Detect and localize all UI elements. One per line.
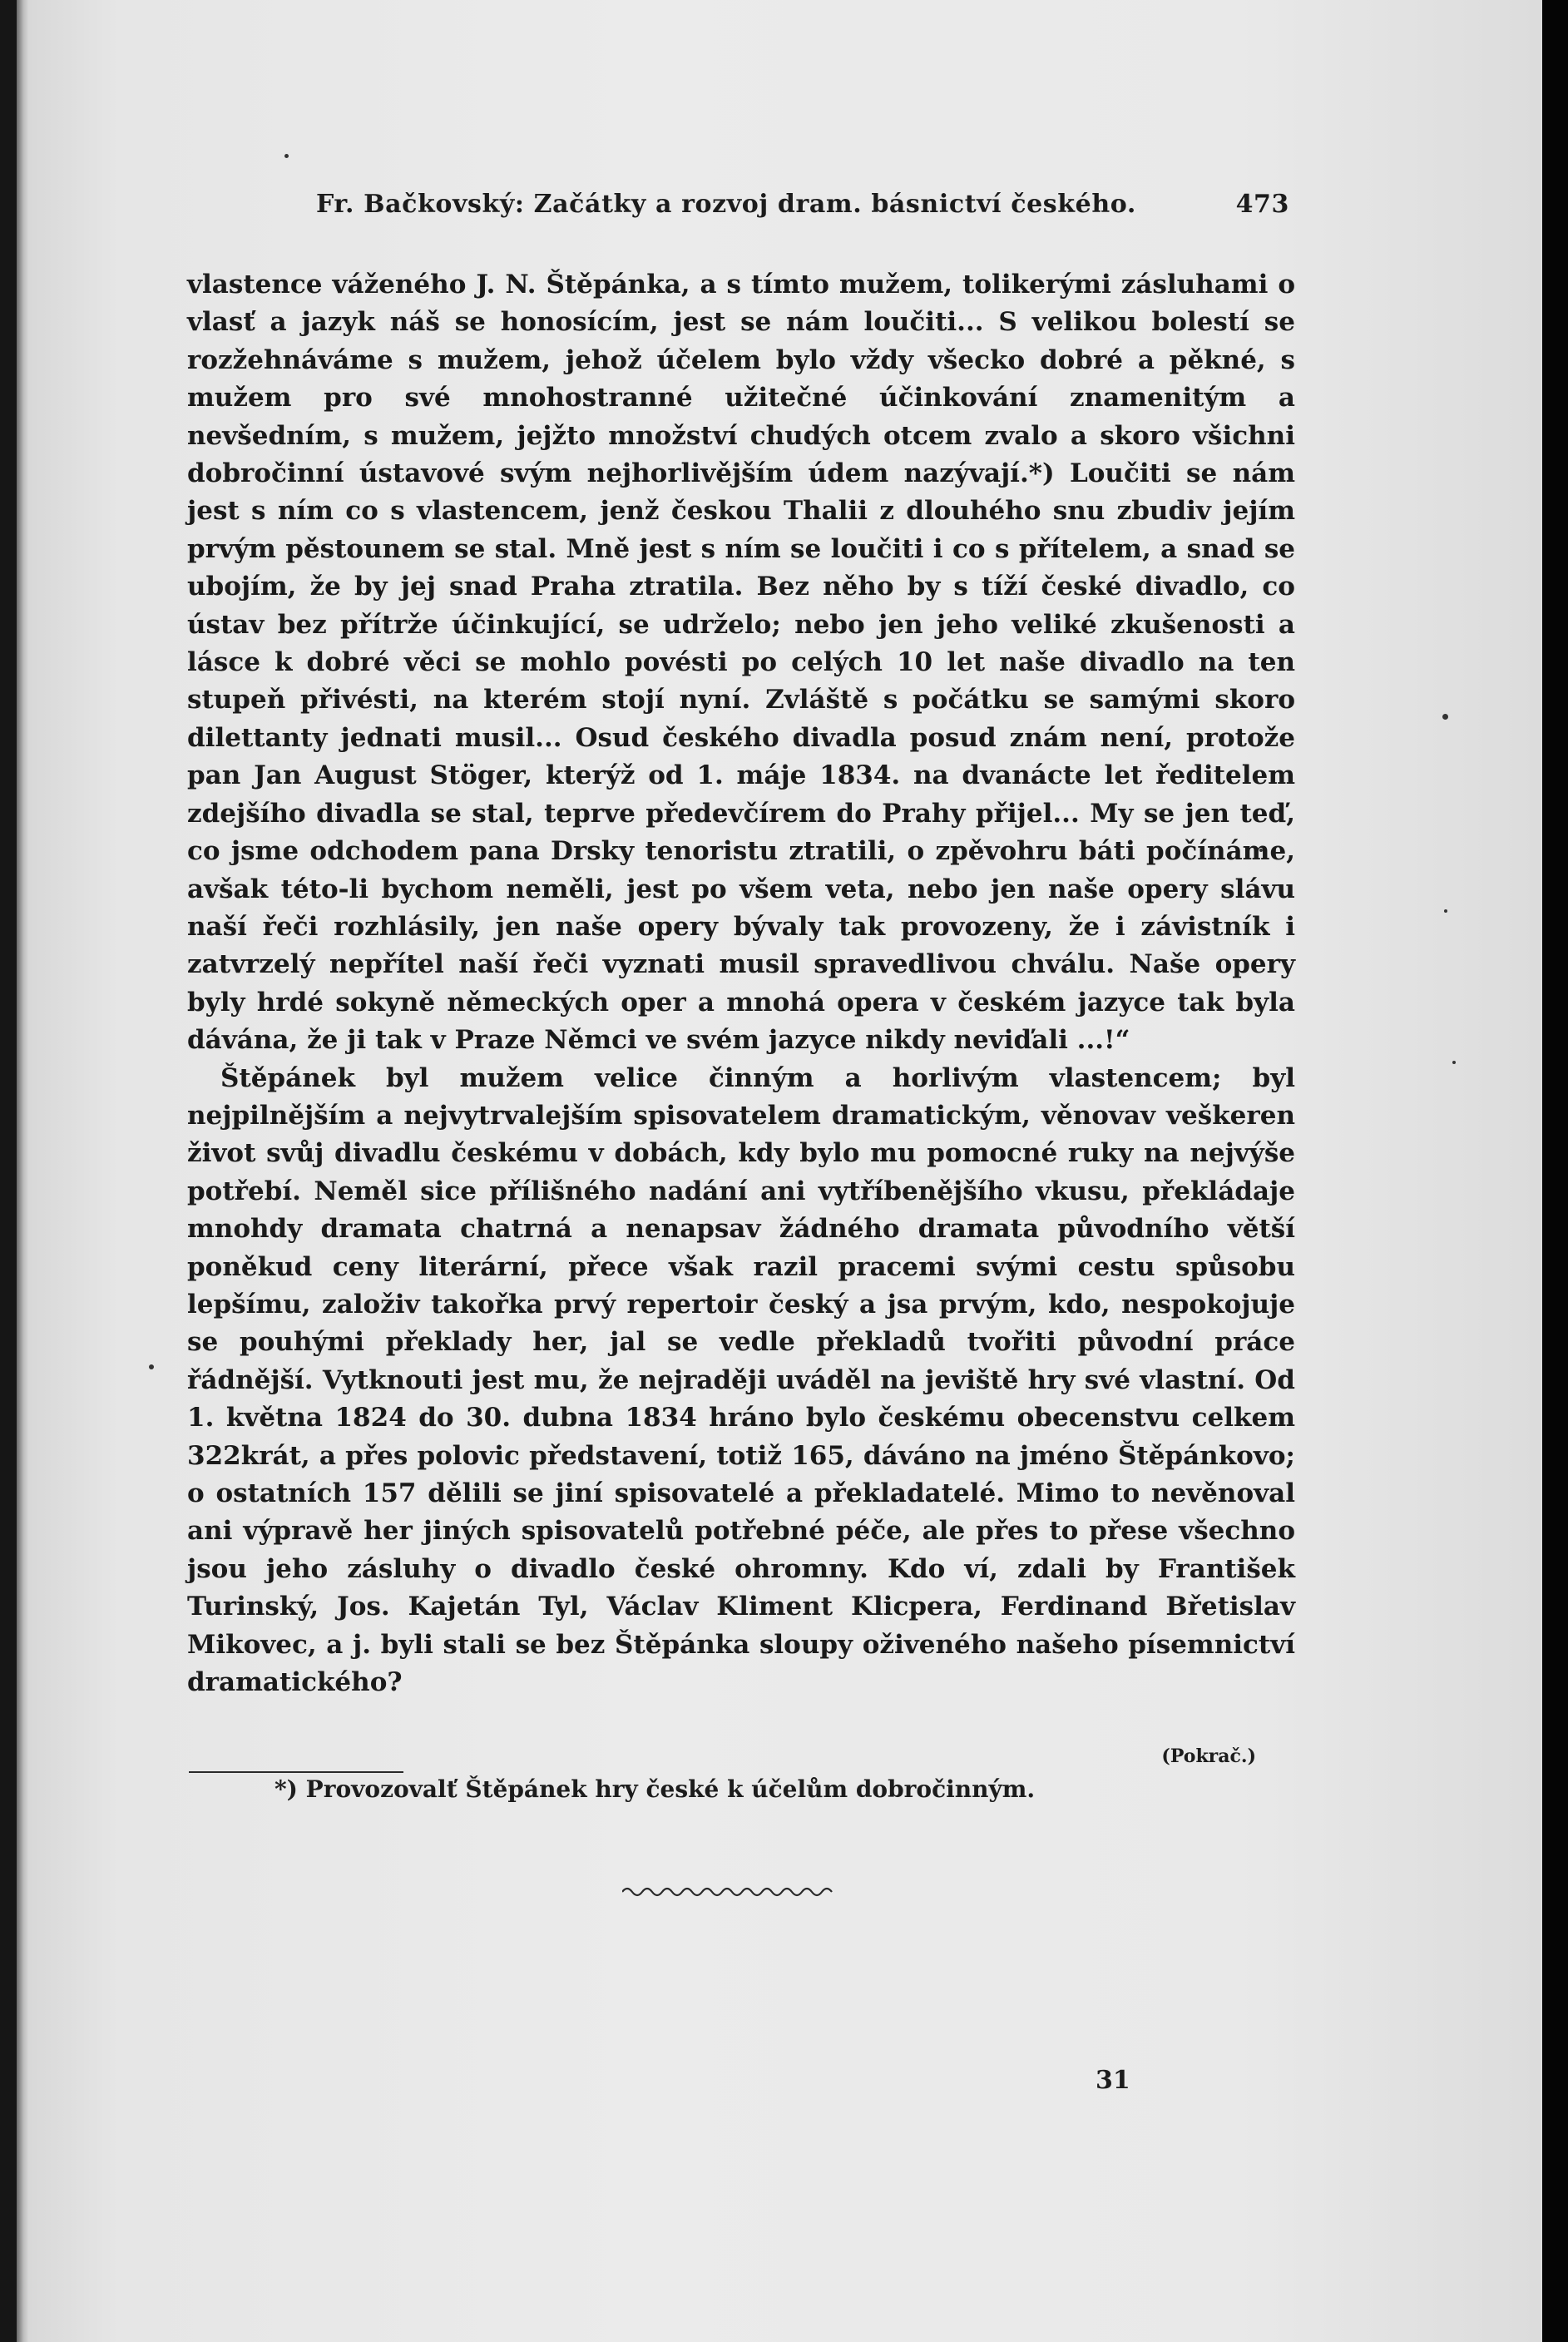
scan-gutter-line bbox=[17, 0, 28, 2342]
signature-mark: 31 bbox=[1096, 2066, 1130, 2095]
main-text bbox=[187, 266, 1295, 1701]
wavy-rule-icon bbox=[622, 1880, 872, 1900]
running-header bbox=[316, 190, 1289, 219]
dust-speck bbox=[1444, 909, 1447, 913]
dust-speck bbox=[1452, 1061, 1456, 1064]
paragraph: Štěpánek byl mužem velice činným a horlivým vlastencem; byl nejpilnějším a nejvytrvalejším spisovatelem dramatickým, věnovav veškeren život svůj divadlu českému v dobách, kdy bylo mu pomocné ruky na nejvýše potřebí. Neměl sice přílišného nadání ani vytříbenějšího vkusu, překládaje mnohdy dramata chatrná a nenapsav žádného dramata původního větší poněkud ceny literární, přece však razil pracemi svými cestu spůsobu lepšímu, založiv takořka prvý repertoir český a jsa prvým, kdo, nespokojuje se pouhými překlady her, jal se vedle překladů tvořiti původní práce řádnější. Vytknouti jest mu, že nejraději uváděl na jeviště hry své vlastní. Od 1. května 1824 do 30. dubna 1834 hráno bylo českému obecenstvu celkem 322krát, a přes polovic představení, totiž 165, dáváno na jméno Štěpánkovo; o ostatních 157 dělili se jiní spisovatelé a překladatelé. Mimo to nevěnoval ani výpravě her jiných spisovatelů potřebné péče, ale přes to přese všechno jsou jeho zásluhy o divadlo české ohromny. Kdo ví, zdali by František Turinský, Jos. Kajetán Tyl, Václav Kliment Klicpera, Ferdinand Břetislav Mikovec, a j. byli stali se bez Štěpánka sloupy oživeného našeho písemnictví dramatického? bbox=[187, 1062, 1295, 1698]
footnote-rule bbox=[189, 1771, 403, 1773]
footnote: *) Provozovalť Štěpánek hry české k účelům dobročinným. bbox=[275, 1775, 1036, 1803]
dust-speck bbox=[149, 1364, 154, 1369]
running-title: Fr. Bačkovský: Začátky a rozvoj dram. básnictví českého. bbox=[316, 190, 1136, 219]
dust-speck bbox=[284, 154, 289, 158]
page-number: 473 bbox=[1235, 190, 1289, 219]
scan-left-edge bbox=[0, 0, 17, 2342]
paragraph: vlastence váženého J. N. Štěpánka, a s tímto mužem, tolikerými zásluhami o vlasť a jazyk náš se honosícím, jest se nám loučiti... S velikou bolestí se rozžehnáváme s mužem, jehož účelem bylo vždy všecko dobré a pěkné, s mužem pro své mnohostranné užitečné účinkování znamenitým a nevšedním, s mužem, jejžto množství chudých otcem zvalo a skoro všichni dobročinní ústavové svým nejhorlivějším údem nazývají.*) Loučiti se nám jest s ním co s vlastencem, jenž českou Thalii z dlouhého snu zbudiv jejím prvým pěstounem se stal. Mně jest s ním se loučiti i co s přítelem, a snad se ubojím, že by jej snad Praha ztratila. Bez něho by s tíží české divadlo, co ústav bez přítrže účinkující, se udrželo; nebo jen jeho veliké zkušenosti a lásce k dobré věci se mohlo povésti po celých 10 let naše divadlo na ten stupeň přivésti, na kterém stojí nyní. Zvláště s počátku se samými skoro dilettanty jednati musil... Osud českého divadla posud znám není, protože pan Jan August Stöger, kterýž od 1. máje 1834. na dvanácte let ředitelem zdejšího divadla se stal, teprve předevčírem do Prahy přijel... My se jen teď, co jsme odchodem pana Drsky tenoristu ztratili, o zpěvohru báti počínáme, avšak této-li bychom neměli, jest po všem veta, nebo jen naše opery slávu naší řeči rozhlásily, jen naše opery bývaly tak provozeny, že i závistník i zatvrzelý nepřítel naší řeči vyznati musil spravedlivou chválu. Naše opery byly hrdé sokyně německých oper a mnohá opera v českém jazyce tak byla dávána, že ji tak v Praze Němci ve svém jazyce nikdy neviďali ...!“ bbox=[187, 270, 1295, 1056]
dust-speck bbox=[1442, 714, 1448, 720]
continued-note: (Pokrač.) bbox=[1161, 1745, 1256, 1767]
scan-right-edge bbox=[1542, 0, 1568, 2342]
